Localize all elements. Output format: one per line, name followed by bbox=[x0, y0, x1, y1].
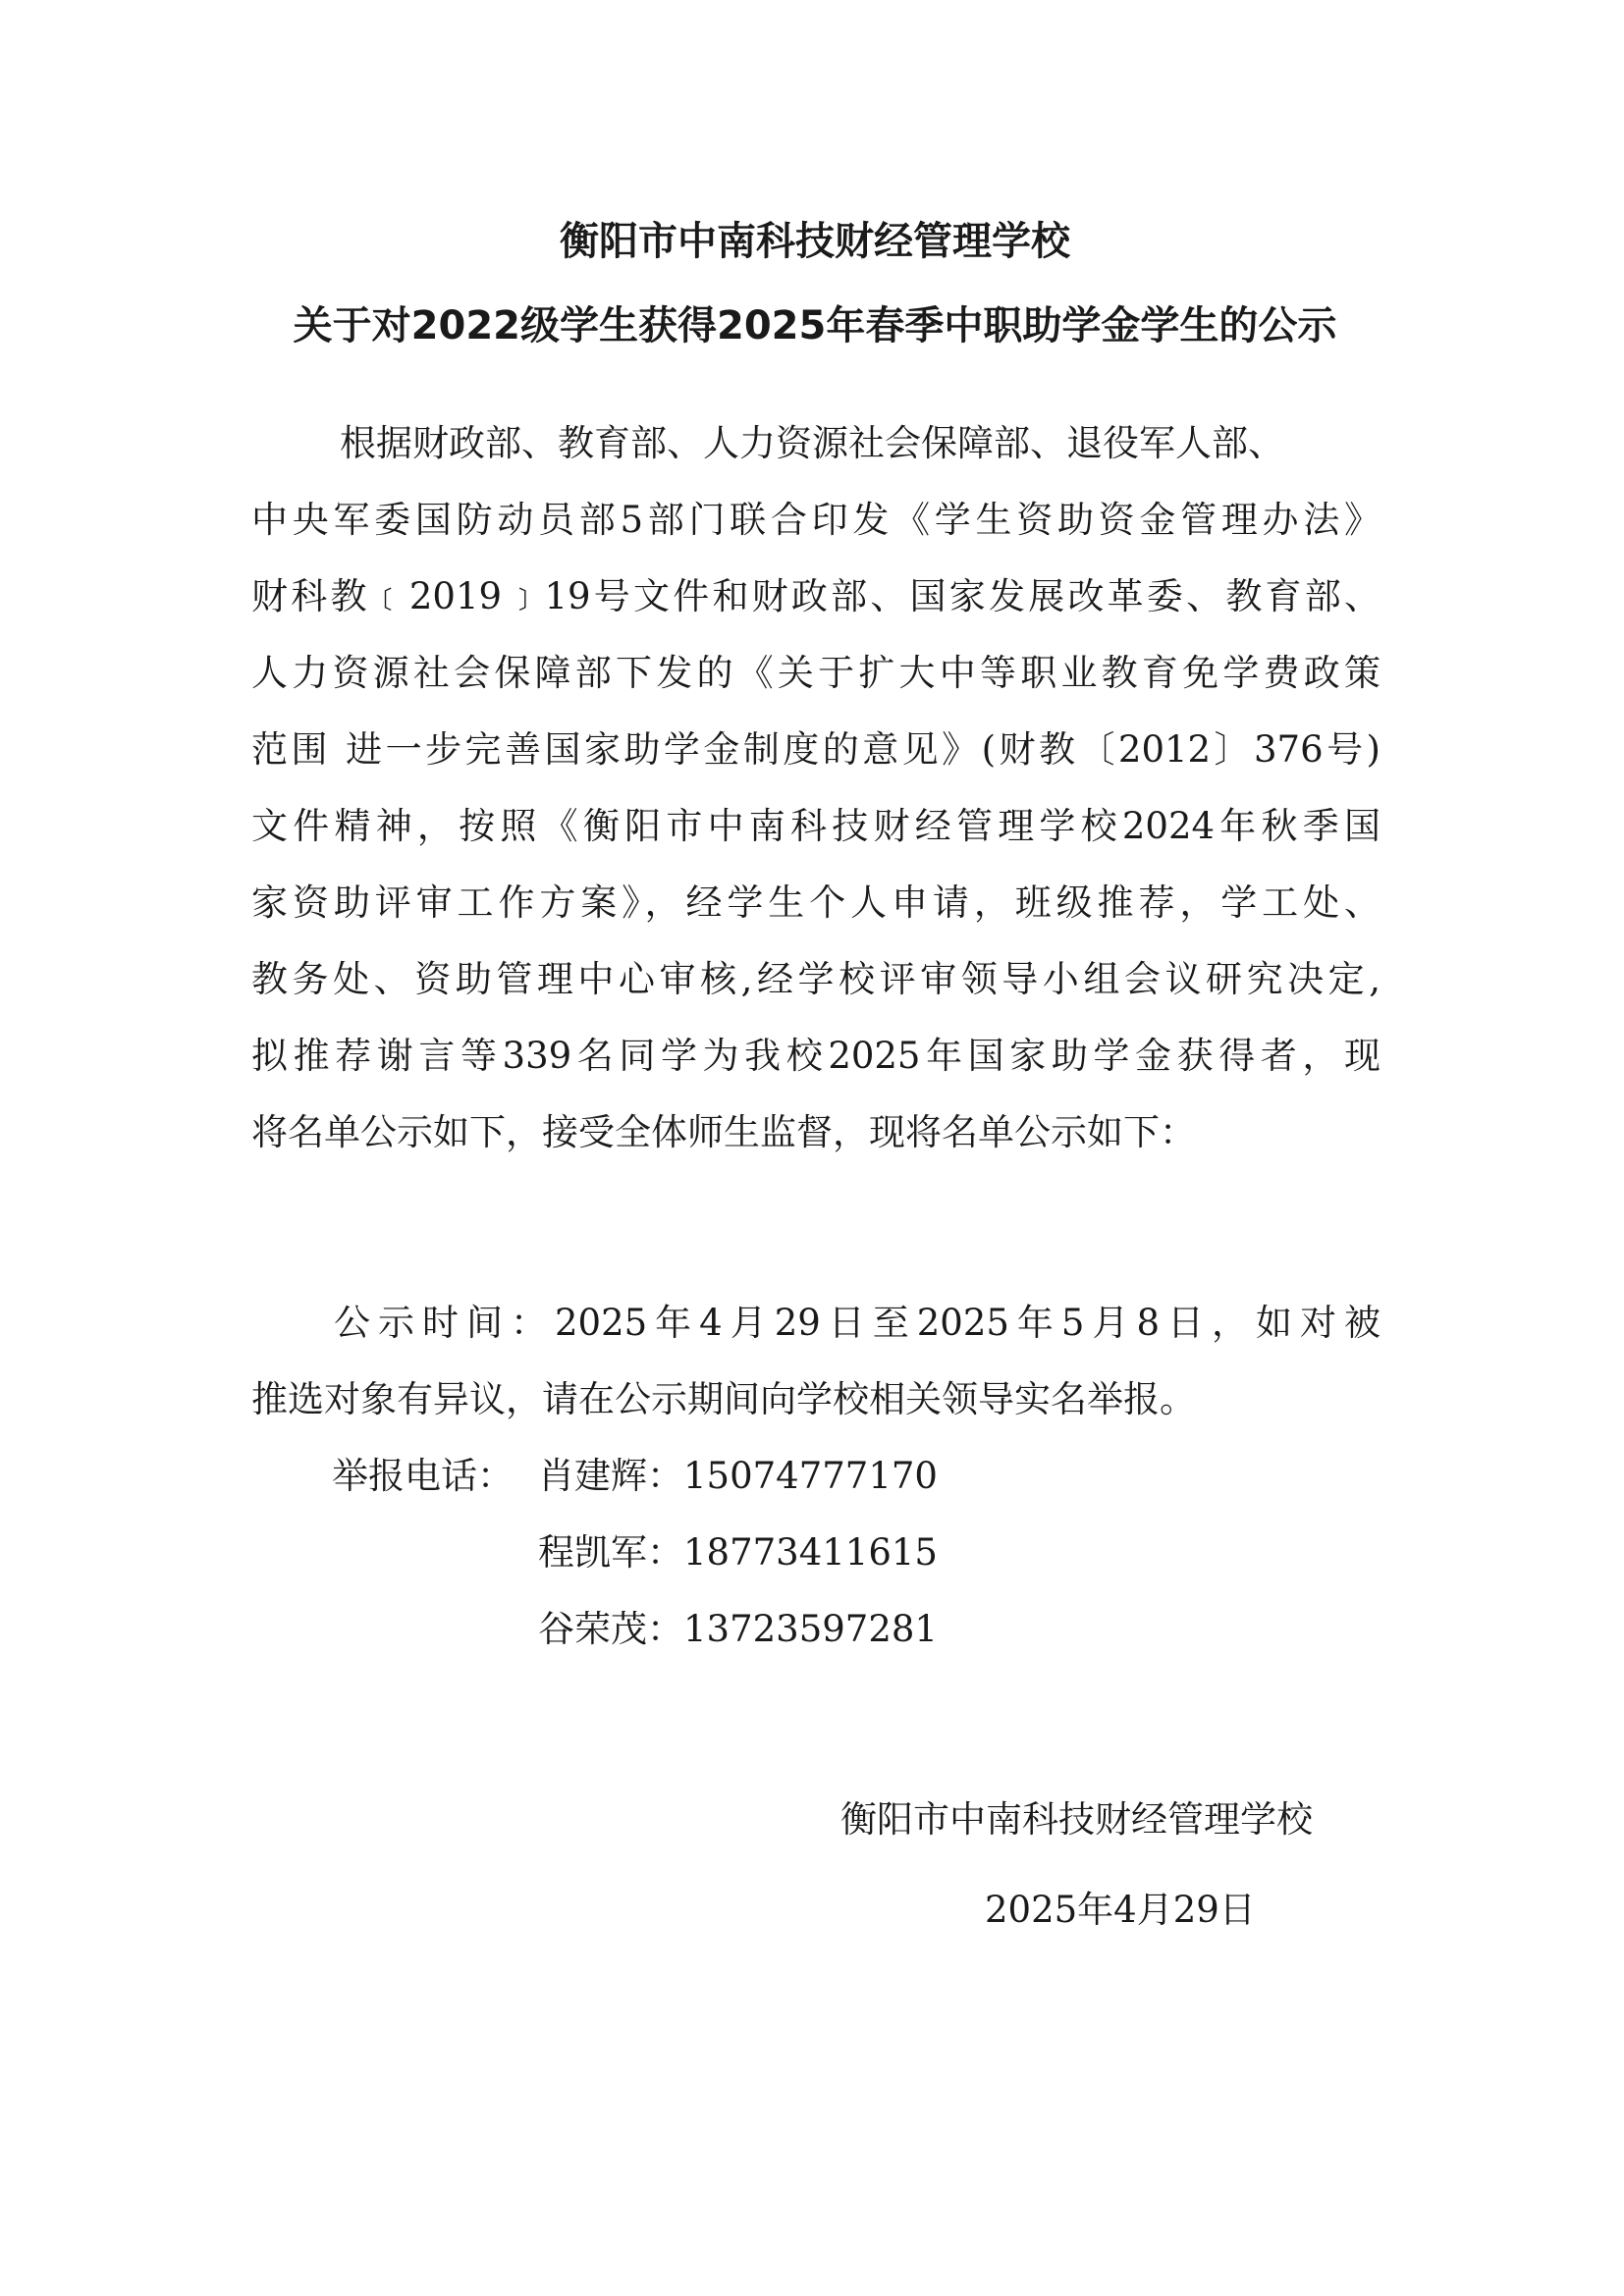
notice-period-line: 公示时间：2025年4月29日至2025年5月8日，如对被 bbox=[334, 1302, 1380, 1344]
body-paragraph-line: 教务处、资助管理中心审核,经学校评审领导小组会议研究决定, bbox=[251, 958, 1380, 1000]
body-paragraph-line: 范围 进一步完善国家助学金制度的意见》(财教〔2012〕376号) bbox=[251, 728, 1380, 771]
body-paragraph-line: 家资助评审工作方案》，经学生个人申请，班级推荐，学工处、 bbox=[251, 881, 1380, 924]
report-contact-entry: 程凯军：18773411615 bbox=[538, 1531, 938, 1574]
body-paragraph-line: 根据财政部、教育部、人力资源社会保障部、退役军人部、 bbox=[340, 422, 1284, 464]
report-contact-entry: 肖建辉：15074777170 bbox=[538, 1455, 938, 1497]
report-phone-label: 举报电话： bbox=[332, 1455, 514, 1497]
signature-organization: 衡阳市中南科技财经管理学校 bbox=[840, 1798, 1313, 1841]
report-contact-entry: 谷荣茂：13723597281 bbox=[538, 1608, 938, 1650]
signature-date: 2025年4月29日 bbox=[985, 1889, 1256, 1931]
body-paragraph-line: 文件精神，按照《衡阳市中南科技财经管理学校2024年秋季国 bbox=[251, 805, 1380, 847]
notice-period-line: 推选对象有异议，请在公示期间向学校相关领导实名举报。 bbox=[251, 1378, 1196, 1420]
document-title-school: 衡阳市中南科技财经管理学校 bbox=[560, 219, 1070, 264]
body-paragraph-line: 人力资源社会保障部下发的《关于扩大中等职业教育免学费政策 bbox=[251, 652, 1380, 694]
body-paragraph-line: 将名单公示如下，接受全体师生监督，现将名单公示如下： bbox=[251, 1111, 1196, 1153]
body-paragraph-line: 中央军委国防动员部5部门联合印发《学生资助资金管理办法》 bbox=[251, 499, 1380, 541]
body-paragraph-line: 拟推荐谢言等339名同学为我校2025年国家助学金获得者，现 bbox=[251, 1035, 1380, 1077]
body-paragraph-line: 财科教﹝2019﹞19号文件和财政部、国家发展改革委、教育部、 bbox=[251, 575, 1380, 617]
document-title-subject: 关于对2022级学生获得2025年春季中职助学金学生的公示 bbox=[293, 303, 1337, 348]
